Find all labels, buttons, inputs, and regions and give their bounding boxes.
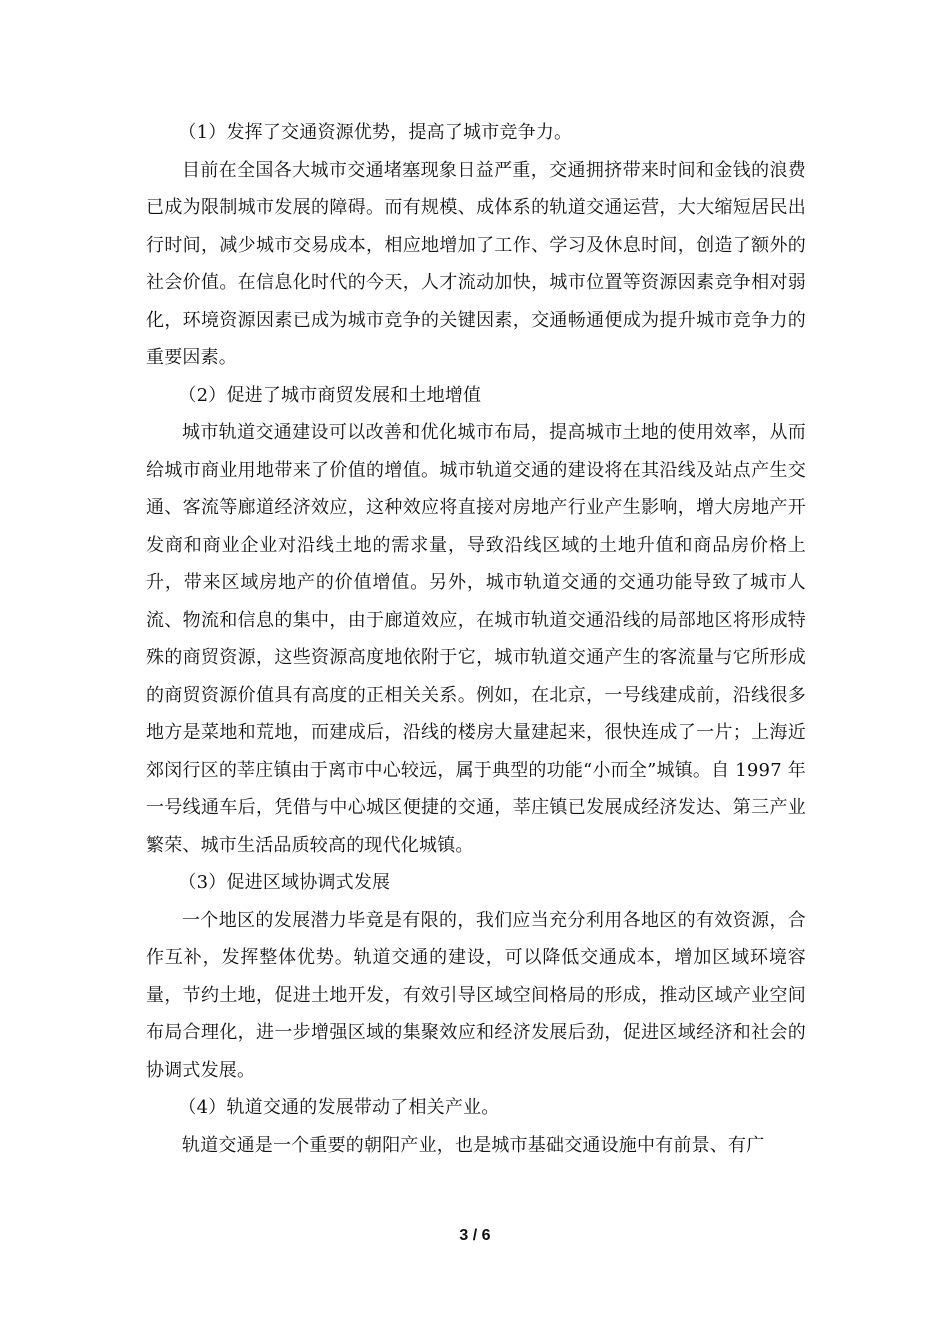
section-heading-4: （4）轨道交通的发展带动了相关产业。 (178, 1097, 500, 1118)
section-heading-2: （2）促进了城市商贸发展和土地增值 (178, 384, 482, 406)
section-paragraph-1: 目前在全国各大城市交通堵塞现象日益严重，交通拥挤带来时间和金钱的浪费已成为限制城市发展的障碍。而有规模、成体系的轨道交通运营，大大缩短居民出行时间，减少城市交易成本，相应地增加了工作、学习及休息时间，创造了额外的社会价值。在信息化时代的今天，人才流动加快，城市位置等资源因素竞争相对弱化，环境资源因素已成为城市竞争的关键因素，交通畅通便成为提升城市竞争力的重要因素。 (146, 159, 806, 368)
section-paragraph-4: 轨道交通是一个重要的朝阳产业，也是城市基础交通设施中有前景、有广 (182, 1134, 765, 1156)
page-number: 3 / 6 (459, 1227, 491, 1244)
section-paragraph-2: 城市轨道交通建设可以改善和优化城市布局，提高城市土地的使用效率，从而给城市商业用地带来了价值的增值。城市轨道交通的建设将在其沿线及站点产生交通、客流等廊道经济效应，这种效应将直接对房地产行业产生影响，增大房地产开发商和商业企业对沿线土地的需求量，导致沿线区域的土地升值和商品房价格上升，带来区域房地产的价值增值。另外，城市轨道交通的交通功能导致了城市人流、物流和信息的集中，由于廊道效应，在城市轨道交通沿线的局部地区将形成特殊的商贸资源，这些资源高度地依附于它，城市轨道交通产生的客流量与它所形成的商贸资源价值具有高度的正相关关系。例如，在北京，一号线建成前，沿线很多地方是菜地和荒地，而建成后，沿线的楼房大量建起来，很快连成了一片；上海近郊闵行区的莘庄镇由于离市中心较远，属于典型的功能“小而全”城镇。自 1997 年一号线通车后，凭借与中心城区便捷的交通，莘庄镇已发展成经济发达、第三产业繁荣、城市生活品质较高的现代化城镇。 (146, 422, 806, 856)
section-paragraph-3: 一个地区的发展潜力毕竟是有限的，我们应当充分利用各地区的有效资源，合作互补，发挥整体优势。轨道交通的建设，可以降低交通成本，增加区域环境容量，节约土地，促进土地开发，有效引导区域空间格局的形成，推动区域产业空间布局合理化，进一步增强区域的集聚效应和经济发展后劲，促进区域经济和社会的协调式发展。 (146, 909, 806, 1081)
document-body (146, 114, 806, 1164)
section-heading-1: （1）发挥了交通资源优势，提高了城市竞争力。 (178, 122, 573, 143)
section-heading-3: （3）促进区域协调式发展 (178, 872, 391, 893)
